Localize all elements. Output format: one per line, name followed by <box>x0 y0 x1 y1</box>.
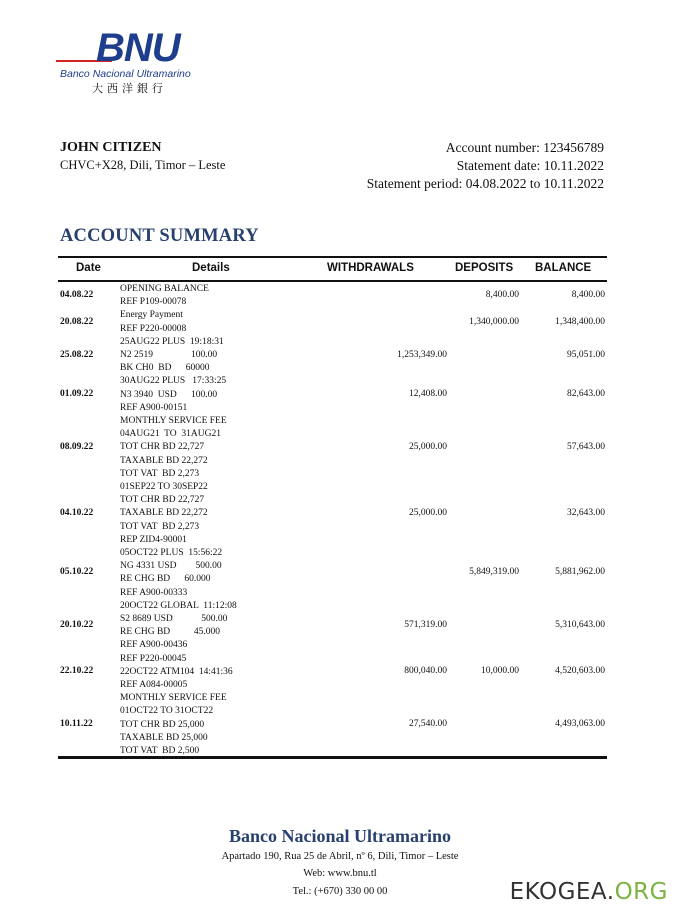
row-date: 20.08.22 <box>60 316 94 327</box>
row-balance: 4,493,063.00 <box>555 719 605 730</box>
table-top-rule <box>58 256 607 258</box>
table-row <box>58 375 607 415</box>
customer-name: JOHN CITIZEN <box>60 140 162 155</box>
table-row <box>58 309 607 335</box>
row-detail-line: TOT CHR BD 25,000 <box>120 719 205 730</box>
row-details <box>120 375 226 415</box>
row-date: 01.09.22 <box>60 389 94 400</box>
table-row <box>58 653 607 693</box>
watermark <box>510 879 668 905</box>
row-withdrawal: 25,000.00 <box>409 442 447 452</box>
header-details: Details <box>192 262 230 274</box>
bank-logo <box>56 26 216 95</box>
row-date: 04.08.22 <box>60 290 94 301</box>
row-date: 22.10.22 <box>60 666 94 677</box>
footer-web: Web: www.bnu.tl <box>303 868 377 879</box>
table-row <box>58 692 607 758</box>
row-balance: 32,643.00 <box>567 508 605 518</box>
header-balance: BALANCE <box>535 262 592 274</box>
table-row <box>58 481 607 547</box>
row-detail-line: 01SEP22 TO 30SEP22 <box>120 482 208 492</box>
row-detail-line: TAXABLE BD 25,000 <box>120 732 208 743</box>
row-detail-line: TAXABLE BD 22,272 <box>120 455 208 466</box>
header-date: Date <box>76 262 101 274</box>
row-deposit: 10,000.00 <box>481 666 519 677</box>
row-details <box>120 309 186 335</box>
row-detail-line: 05OCT22 PLUS 15:56:22 <box>120 548 223 558</box>
table-bottom-rule <box>58 756 607 759</box>
row-withdrawal: 25,000.00 <box>409 508 447 518</box>
row-withdrawal: 1,253,349.00 <box>397 349 447 360</box>
row-details <box>120 547 222 600</box>
row-detail-line: N2 2519 100.00 <box>120 350 218 360</box>
table-row <box>58 547 607 600</box>
row-date: 25.08.22 <box>60 349 94 360</box>
row-date: 04.10.22 <box>60 508 94 518</box>
row-withdrawal: 571,319.00 <box>404 620 447 631</box>
row-withdrawal: 27,540.00 <box>409 719 447 730</box>
section-title: ACCOUNT SUMMARY <box>60 226 259 246</box>
watermark-suffix: ORG <box>614 879 668 905</box>
footer-phone: Tel.: (+670) 330 00 00 <box>292 886 388 897</box>
row-detail-line: TOT CHR BD 22,727 <box>120 442 205 453</box>
row-detail-line: RE CHG BD 45.000 <box>120 627 221 638</box>
row-detail-line: REF P109-00078 <box>120 297 187 308</box>
row-deposit: 1,340,000.00 <box>469 316 519 327</box>
account-info <box>367 139 604 193</box>
row-detail-line: REF A900-00151 <box>120 402 188 413</box>
table-header-rule <box>58 280 607 282</box>
row-detail-line: 01OCT22 TO 31OCT22 <box>120 706 214 717</box>
footer-address: Apartado 190, Rua 25 de Abril, nº 6, Dili, Timor – Leste <box>221 851 459 862</box>
logo-mark: BNU <box>96 26 180 70</box>
row-withdrawal: 800,040.00 <box>404 666 447 677</box>
row-detail-line: 20OCT22 GLOBAL 11:12:08 <box>120 600 237 611</box>
row-date: 05.10.22 <box>60 567 94 578</box>
row-details <box>120 415 227 481</box>
row-balance: 82,643.00 <box>567 389 605 400</box>
logo-bank-name: Banco Nacional Ultramarino <box>60 68 191 80</box>
row-detail-line: 22OCT22 ATM104 14:41:36 <box>120 666 233 677</box>
row-details <box>120 653 233 693</box>
row-balance: 57,643.00 <box>567 442 605 452</box>
row-details <box>120 481 208 547</box>
row-detail-line: 04AUG21 TO 31AUG21 <box>120 429 221 440</box>
row-withdrawal: 12,408.00 <box>409 389 447 400</box>
row-detail-line: REF A900-00436 <box>120 640 188 651</box>
row-detail-line: 25AUG22 PLUS 19:18:31 <box>120 336 224 347</box>
row-balance: 4,520,603.00 <box>555 666 605 677</box>
row-detail-line: TOT VAT BD 2,500 <box>120 746 200 756</box>
table-row <box>58 336 607 376</box>
row-date: 10.11.22 <box>60 719 93 730</box>
row-deposit: 5,849,319.00 <box>469 567 519 578</box>
row-detail-line: REF P220-00008 <box>120 323 187 334</box>
row-detail-line: REP ZID4-90001 <box>120 534 187 545</box>
row-balance: 95,051.00 <box>567 349 605 360</box>
table-row <box>58 415 607 481</box>
row-detail-line: S2 8689 USD 500.00 <box>120 614 228 624</box>
table-row <box>58 283 607 309</box>
row-details <box>120 283 209 309</box>
statement-date: Statement date: 10.11.2022 <box>456 158 604 173</box>
row-detail-line: MONTHLY SERVICE FEE <box>120 416 227 426</box>
row-detail-line: NG 4331 USD 500.00 <box>120 561 222 572</box>
row-date: 20.10.22 <box>60 620 94 631</box>
header-withdrawals: WITHDRAWALS <box>327 262 414 274</box>
row-detail-line: TOT VAT BD 2,273 <box>120 468 200 479</box>
watermark-main: EKOGEA. <box>509 879 615 905</box>
row-details <box>120 336 224 376</box>
table-row <box>58 600 607 653</box>
row-balance: 5,881,962.00 <box>555 567 605 578</box>
header-deposits: DEPOSITS <box>455 262 514 274</box>
customer-address: CHVC+X28, Dili, Timor – Leste <box>60 158 226 172</box>
account-number: Account number: 123456789 <box>445 140 604 155</box>
row-detail-line: TOT VAT BD 2,273 <box>120 521 200 532</box>
row-balance: 8,400.00 <box>571 290 605 301</box>
row-details <box>120 692 227 758</box>
row-detail-line: TOT CHR BD 22,727 <box>120 495 205 506</box>
row-detail-line: Energy Payment <box>120 310 183 321</box>
row-balance: 5,310,643.00 <box>555 620 605 631</box>
row-detail-line: REF P220-00045 <box>120 653 187 664</box>
row-date: 08.09.22 <box>60 442 94 452</box>
row-details <box>120 600 237 653</box>
row-detail-line: MONTHLY SERVICE FEE <box>120 693 227 704</box>
row-detail-line: OPENING BALANCE <box>120 284 209 294</box>
row-deposit: 8,400.00 <box>485 290 519 301</box>
row-detail-line: N3 3940 USD 100.00 <box>120 389 218 400</box>
row-detail-line: RE CHG BD 60.000 <box>120 574 211 585</box>
row-detail-line: REF A900-00333 <box>120 587 188 598</box>
row-detail-line: BK CH0 BD 60000 <box>120 363 210 374</box>
statement-period: Statement period: 04.08.2022 to 10.11.2022 <box>366 176 604 191</box>
row-detail-line: REF A084-00005 <box>120 680 188 690</box>
footer-bank-name: Banco Nacional Ultramarino <box>229 826 451 846</box>
logo-chinese-name: 大西洋銀行 <box>92 82 167 95</box>
row-balance: 1,348,400.00 <box>555 316 605 327</box>
row-detail-line: TAXABLE BD 22,272 <box>120 508 208 519</box>
row-detail-line: 30AUG22 PLUS 17:33:25 <box>120 376 227 387</box>
